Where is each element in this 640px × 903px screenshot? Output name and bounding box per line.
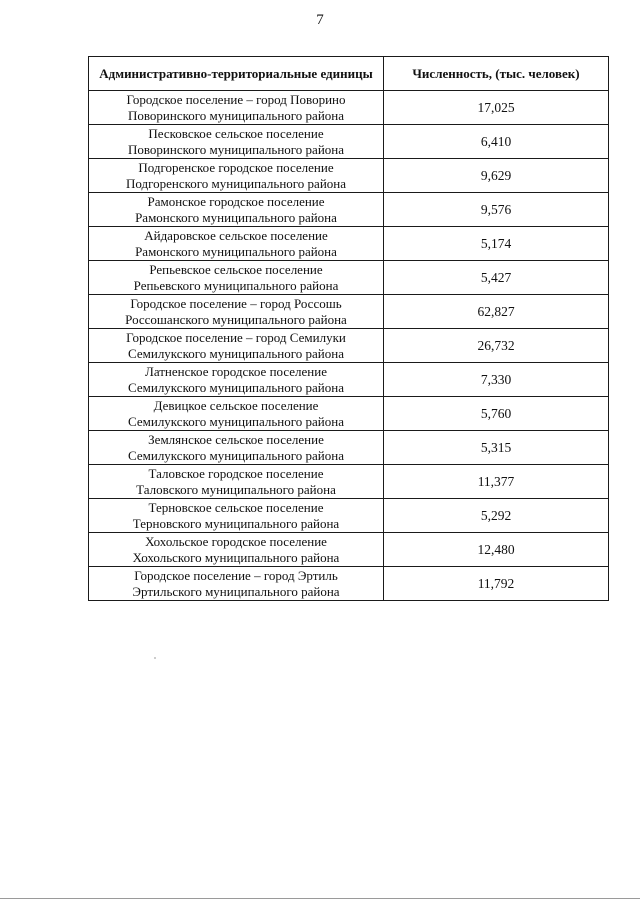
- header-population: Численность, (тыс. человек): [384, 57, 609, 91]
- unit-name-line2: Подгоренского муниципального района: [125, 175, 347, 191]
- unit-name-cell: [89, 431, 384, 465]
- population-value-cell: 11,377: [384, 465, 609, 499]
- page-bottom-rule: [0, 898, 640, 899]
- unit-name-line1: Подгоренское городское поселение: [138, 159, 334, 175]
- unit-name-line2: Терновского муниципального района: [132, 515, 340, 531]
- unit-name-line1: Терновское сельское поселение: [148, 499, 324, 515]
- unit-name-line1: Рамонское городское поселение: [147, 193, 325, 209]
- unit-name-line1: Хохольское городское поселение: [145, 533, 327, 549]
- unit-name-cell: [89, 193, 384, 227]
- population-value-cell: 7,330: [384, 363, 609, 397]
- population-value-cell: 26,732: [384, 329, 609, 363]
- population-value-cell: 11,792: [384, 567, 609, 601]
- unit-name-line2: Таловского муниципального района: [136, 481, 336, 497]
- population-value-cell: 62,827: [384, 295, 609, 329]
- table-row: [89, 193, 609, 227]
- unit-name-line1: Песковское сельское поселение: [148, 125, 324, 141]
- unit-name-line1: Латненское городское поселение: [145, 363, 327, 379]
- table-row: [89, 159, 609, 193]
- unit-name-line2: Россошанского муниципального района: [125, 311, 347, 327]
- unit-name-cell: [89, 159, 384, 193]
- page-number: 7: [316, 12, 324, 28]
- unit-name-line2: Семилукского муниципального района: [128, 379, 344, 395]
- unit-name-line1: Айдаровское сельское поселение: [144, 227, 328, 243]
- table-row: [89, 533, 609, 567]
- unit-name-cell: [89, 91, 384, 125]
- table-row: [89, 261, 609, 295]
- table-row: [89, 431, 609, 465]
- population-value-cell: 5,292: [384, 499, 609, 533]
- unit-name-line1: Таловское городское поселение: [148, 465, 324, 481]
- population-value-cell: 12,480: [384, 533, 609, 567]
- table-row: [89, 499, 609, 533]
- unit-name-line1: Землянское сельское поселение: [148, 431, 324, 447]
- scan-speck: [154, 657, 156, 659]
- table-row: [89, 125, 609, 159]
- unit-name-line1: Городское поселение – город Эртиль: [134, 567, 338, 583]
- population-value-cell: 9,576: [384, 193, 609, 227]
- unit-name-cell: [89, 125, 384, 159]
- unit-name-line1: Городское поселение – город Россошь: [130, 295, 342, 311]
- unit-name-line2: Рамонского муниципального района: [135, 209, 337, 225]
- unit-name-cell: [89, 567, 384, 601]
- header-unit: Административно-территориальные единицы: [89, 57, 384, 91]
- table-header-row: [89, 57, 609, 91]
- unit-name-cell: [89, 227, 384, 261]
- population-value-cell: 5,427: [384, 261, 609, 295]
- unit-name-cell: [89, 329, 384, 363]
- unit-name-line2: Рамонского муниципального района: [135, 243, 337, 259]
- population-value-cell: 5,760: [384, 397, 609, 431]
- unit-name-cell: [89, 295, 384, 329]
- table-row: [89, 227, 609, 261]
- unit-name-line2: Семилукского муниципального района: [128, 413, 344, 429]
- unit-name-line1: Репьевское сельское поселение: [149, 261, 323, 277]
- population-value-cell: 9,629: [384, 159, 609, 193]
- unit-name-cell: [89, 499, 384, 533]
- table-row: [89, 295, 609, 329]
- unit-name-line1: Девицкое сельское поселение: [153, 397, 319, 413]
- population-value-cell: 17,025: [384, 91, 609, 125]
- population-value-cell: 6,410: [384, 125, 609, 159]
- population-table: [88, 56, 609, 601]
- unit-name-line1: Городское поселение – город Семилуки: [126, 329, 346, 345]
- unit-name-line2: Семилукского муниципального района: [128, 447, 344, 463]
- unit-name-line2: Поворинского муниципального района: [127, 141, 345, 157]
- table-row: [89, 465, 609, 499]
- unit-name-line2: Репьевского муниципального района: [133, 277, 339, 293]
- table-row: [89, 329, 609, 363]
- unit-name-line2: Семилукского муниципального района: [128, 345, 344, 361]
- unit-name-line2: Хохольского муниципального района: [132, 549, 340, 565]
- table-row: [89, 91, 609, 125]
- unit-name-cell: [89, 261, 384, 295]
- unit-name-cell: [89, 397, 384, 431]
- table-row: [89, 567, 609, 601]
- unit-name-cell: [89, 533, 384, 567]
- table-row: [89, 363, 609, 397]
- unit-name-cell: [89, 465, 384, 499]
- table-row: [89, 397, 609, 431]
- population-value-cell: 5,174: [384, 227, 609, 261]
- population-value-cell: 5,315: [384, 431, 609, 465]
- unit-name-line1: Городское поселение – город Поворино: [126, 91, 346, 107]
- unit-name-line2: Эртильского муниципального района: [132, 583, 340, 599]
- unit-name-cell: [89, 363, 384, 397]
- unit-name-line2: Поворинского муниципального района: [127, 107, 345, 123]
